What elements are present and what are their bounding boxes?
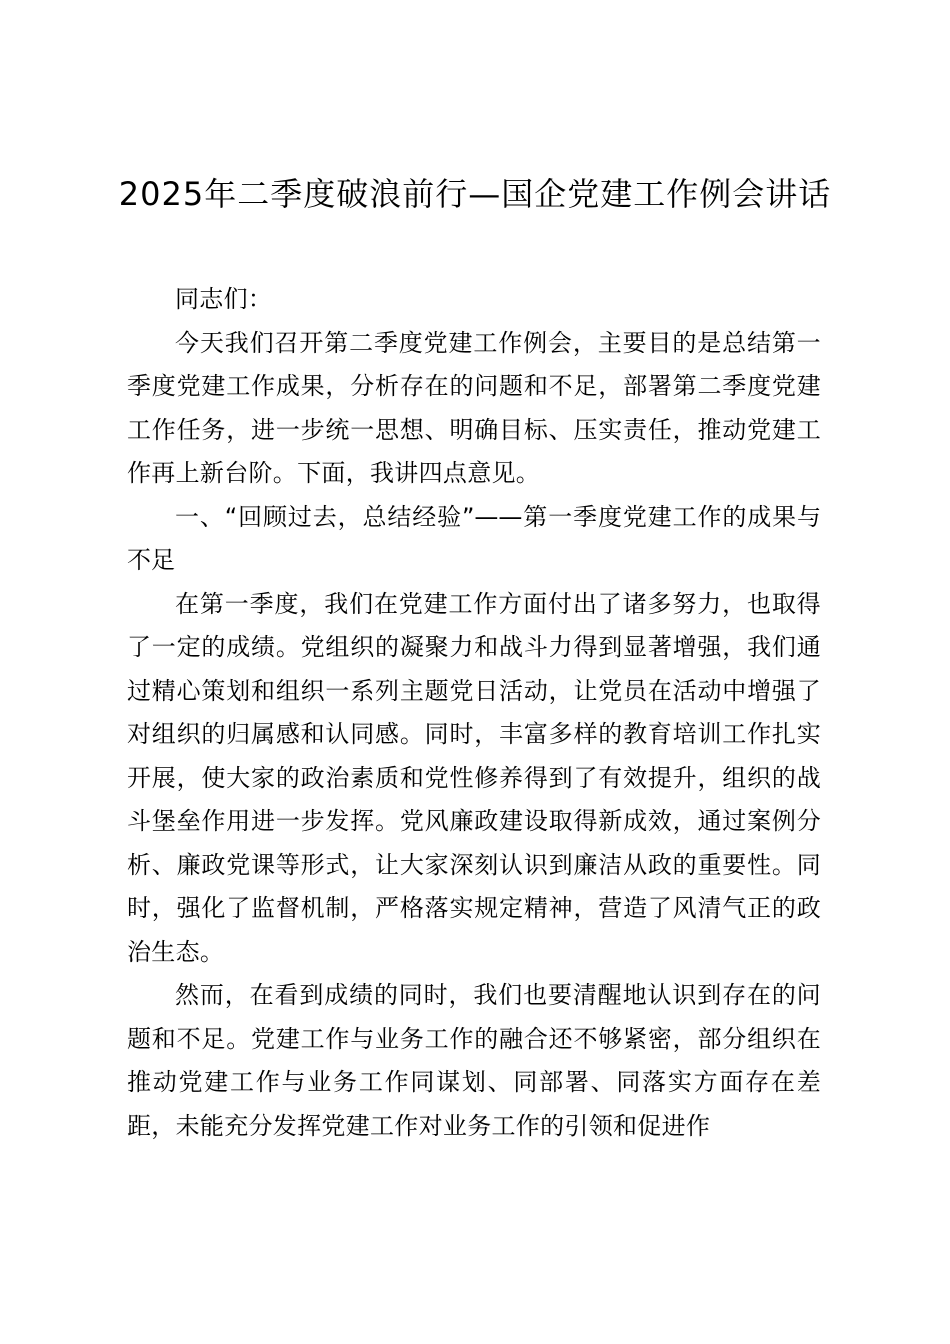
document-title: 2025年二季度破浪前行—国企党建工作例会讲话 [118, 175, 832, 213]
paragraph-achievements: 在第一季度，我们在党建工作方面付出了诸多努力，也取得了一定的成绩。党组织的凝聚力和战斗力得到显著增强，我们通过精心策划和组织一系列主题党日活动，让党员在活动中增强了对组织的归属感和认同感。同时，丰富多样的教育培训工作扎实开展，使大家的政治素质和党性修养得到了有效提升，组织的战斗堡垒作用进一步发挥。党风廉政建设取得新成效，通过案例分析、廉政党课等形式，让大家深刻认识到廉洁从政的重要性。同时，强化了监督机制，严格落实规定精神，营造了风清气正的政治生态。 [127, 589, 821, 966]
section-heading-1: 一、“回顾过去，总结经验”——第一季度党建工作的成果与不足 [127, 502, 821, 574]
paragraph-intro: 今天我们召开第二季度党建工作例会，主要目的是总结第一季度党建工作成果，分析存在的问题和不足，部署第二季度党建工作任务，进一步统一思想、明确目标、压实责任，推动党建工作再上新台阶。下面，我讲四点意见。 [127, 328, 821, 487]
document-body [127, 278, 821, 1148]
paragraph-shortcomings: 然而，在看到成绩的同时，我们也要清醒地认识到存在的问题和不足。党建工作与业务工作的融合还不够紧密，部分组织在推动党建工作与业务工作同谋划、同部署、同落实方面存在差距，未能充分发挥党建工作对业务工作的引领和促进作 [127, 981, 821, 1140]
salutation: 同志们： [175, 285, 273, 313]
